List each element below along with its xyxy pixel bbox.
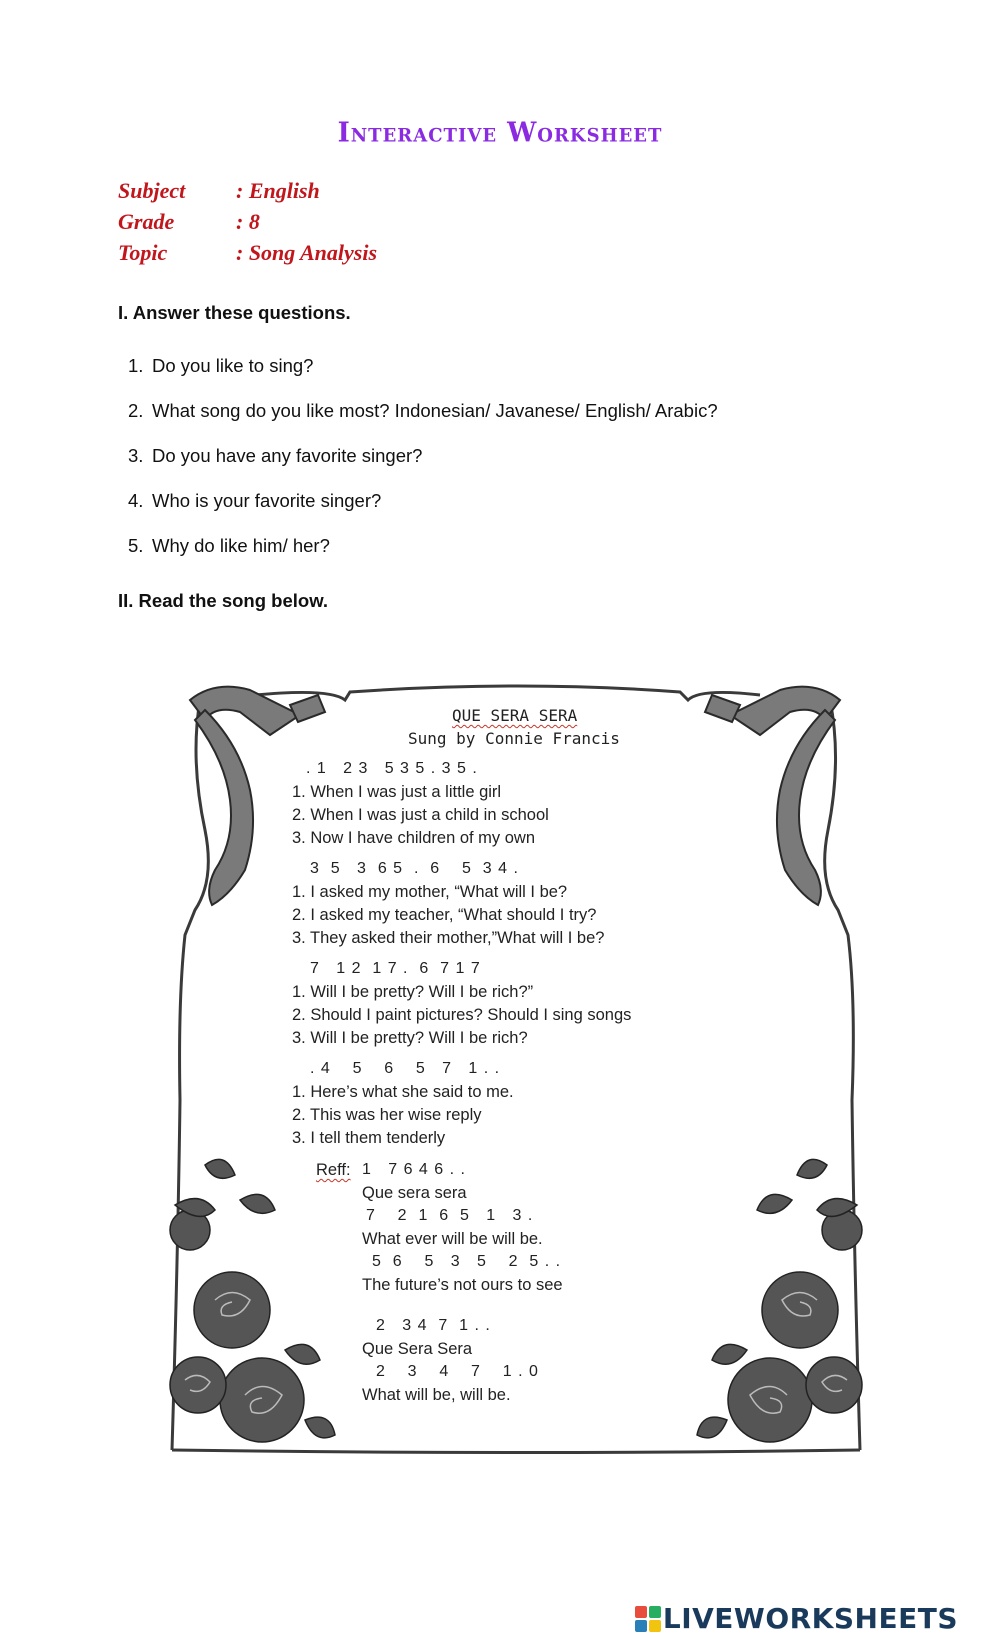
question-number: 4. xyxy=(128,490,144,511)
liveworksheets-logo-icon xyxy=(635,1606,661,1632)
meta-value: : English xyxy=(236,178,320,203)
question-text: Why do like him/ her? xyxy=(152,535,330,556)
liveworksheets-logo-text: LIVEWORKSHEETS xyxy=(662,1602,958,1635)
lyric-line: 1. Here’s what she said to me. xyxy=(292,1083,514,1101)
question-text: What song do you like most? Indonesian/ Javanese/ English/ Arabic? xyxy=(152,400,718,421)
question-text: Do you have any favorite singer? xyxy=(152,445,423,466)
notes-line: 7 2 1 6 5 1 3 . xyxy=(366,1207,534,1224)
lyric-line: 1. I asked my mother, “What will I be? xyxy=(292,883,568,901)
lyric-line: 2. Should I paint pictures? Should I sing songs xyxy=(292,1006,632,1024)
lyric-line: 1. When I was just a little girl xyxy=(292,783,502,801)
worksheet-title: Interactive Worksheet xyxy=(337,117,663,149)
notes-line: 5 6 5 3 5 2 5 . . xyxy=(372,1253,562,1270)
reff-line: What ever will be will be. xyxy=(362,1230,543,1248)
meta-value: : 8 xyxy=(236,209,260,234)
reff-line: What will be, will be. xyxy=(362,1386,511,1404)
song-title xyxy=(452,706,577,725)
reff-label-text: Reff: xyxy=(316,1161,351,1179)
reff-line: Que sera sera xyxy=(362,1184,467,1202)
lyric-line: 3. Will I be pretty? Will I be rich? xyxy=(292,1029,528,1047)
lyric-line: 1. Will I be pretty? Will I be rich?” xyxy=(292,983,534,1001)
notes-line: 7 1 2 1 7 . 6 7 1 7 xyxy=(310,960,481,977)
notes-line: 2 3 4 7 1 . . xyxy=(376,1317,491,1334)
section-heading-1: I. Answer these questions. xyxy=(118,302,351,323)
notes-line: 1 7 6 4 6 . . xyxy=(362,1161,466,1178)
liveworksheets-logo xyxy=(635,1602,958,1635)
notes-line: 3 5 3 6 5 . 6 5 3 4 . xyxy=(310,860,519,877)
meta-label: Subject xyxy=(118,178,186,203)
question-number: 3. xyxy=(128,445,144,466)
lyric-line: 2. This was her wise reply xyxy=(292,1106,482,1124)
question-text: Who is your favorite singer? xyxy=(152,490,382,511)
reff-label xyxy=(316,1161,351,1180)
reff-line: The future’s not ours to see xyxy=(362,1276,563,1294)
notes-line: 2 3 4 7 1 . 0 xyxy=(376,1363,539,1380)
meta-value: : Song Analysis xyxy=(236,240,378,265)
question-number: 2. xyxy=(128,400,144,421)
meta-label: Grade xyxy=(118,209,175,234)
meta-label: Topic xyxy=(118,240,168,265)
notes-line: . 4 5 6 5 7 1 . . xyxy=(310,1060,501,1077)
lyric-line: 3. They asked their mother,”What will I be? xyxy=(292,929,605,947)
question-text: Do you like to sing? xyxy=(152,355,314,376)
question-number: 1. xyxy=(128,355,144,376)
notes-line: . 1 2 3 5 3 5 . 3 5 . xyxy=(306,760,478,777)
lyric-line: 2. When I was just a child in school xyxy=(292,806,549,824)
lyric-line: 2. I asked my teacher, “What should I try? xyxy=(292,906,597,924)
question-number: 5. xyxy=(128,535,144,556)
lyric-line: 3. I tell them tenderly xyxy=(292,1129,446,1147)
reff-line: Que Sera Sera xyxy=(362,1340,473,1358)
lyric-line: 3. Now I have children of my own xyxy=(292,829,536,847)
song-title-text: QUE SERA SERA xyxy=(452,706,578,725)
section-heading-2: II. Read the song below. xyxy=(118,590,329,611)
song-subtitle: Sung by Connie Francis xyxy=(408,729,620,748)
